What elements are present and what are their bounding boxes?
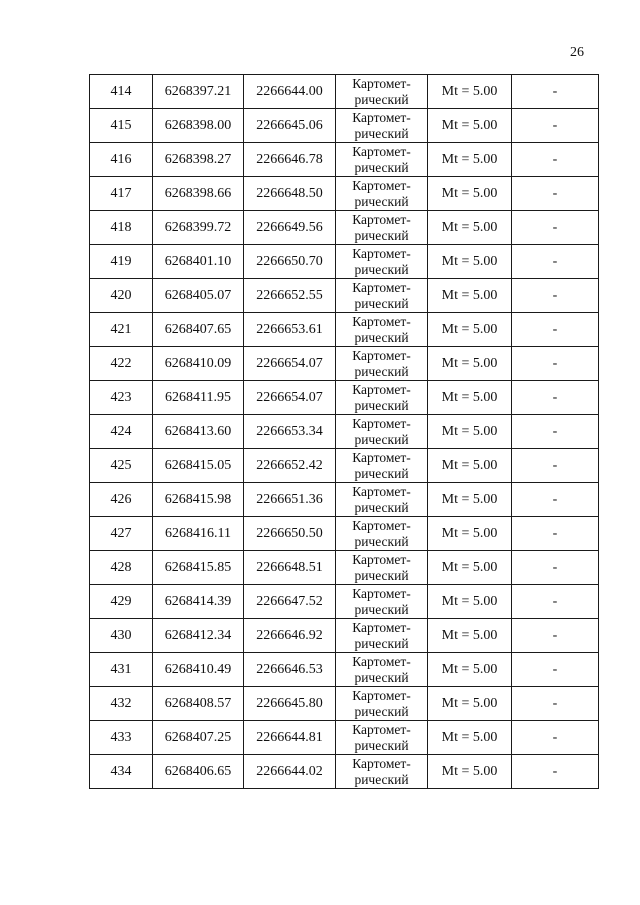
x-coordinate-cell: 6268410.09 <box>153 347 244 381</box>
y-coordinate-cell: 2266644.81 <box>244 721 336 755</box>
accuracy-cell: Mt = 5.00 <box>428 75 512 109</box>
method-line-1: Картомет- <box>352 177 411 193</box>
table-row <box>90 755 599 789</box>
method-cell <box>336 483 428 517</box>
y-coordinate-cell: 2266646.78 <box>244 143 336 177</box>
method-line-1: Картомет- <box>352 415 411 431</box>
point-number-cell: 427 <box>90 517 153 551</box>
point-number-cell: 420 <box>90 279 153 313</box>
point-number-cell: 428 <box>90 551 153 585</box>
x-coordinate-cell: 6268401.10 <box>153 245 244 279</box>
y-coordinate-cell: 2266648.51 <box>244 551 336 585</box>
y-coordinate-cell: 2266651.36 <box>244 483 336 517</box>
method-line-1: Картомет- <box>352 755 411 771</box>
method-line-1: Картомет- <box>352 687 411 703</box>
coordinates-table <box>89 74 599 789</box>
table-row <box>90 109 599 143</box>
point-number-cell: 418 <box>90 211 153 245</box>
y-coordinate-cell: 2266646.53 <box>244 653 336 687</box>
y-coordinate-cell: 2266647.52 <box>244 585 336 619</box>
accuracy-cell: Mt = 5.00 <box>428 449 512 483</box>
y-coordinate-cell: 2266645.80 <box>244 687 336 721</box>
method-line-2: рический <box>354 363 409 379</box>
method-line-2: рический <box>354 635 409 651</box>
x-coordinate-cell: 6268414.39 <box>153 585 244 619</box>
method-cell <box>336 755 428 789</box>
table-row <box>90 619 599 653</box>
point-number-cell: 416 <box>90 143 153 177</box>
table-row <box>90 449 599 483</box>
point-number-cell: 433 <box>90 721 153 755</box>
point-number-cell: 426 <box>90 483 153 517</box>
method-line-2: рический <box>354 329 409 345</box>
table-row <box>90 551 599 585</box>
method-line-2: рический <box>354 91 409 107</box>
accuracy-cell: Mt = 5.00 <box>428 755 512 789</box>
note-cell: - <box>512 653 599 687</box>
y-coordinate-cell: 2266648.50 <box>244 177 336 211</box>
table-row <box>90 143 599 177</box>
point-number-cell: 425 <box>90 449 153 483</box>
method-line-1: Картомет- <box>352 449 411 465</box>
point-number-cell: 419 <box>90 245 153 279</box>
method-cell <box>336 279 428 313</box>
x-coordinate-cell: 6268411.95 <box>153 381 244 415</box>
method-line-2: рический <box>354 125 409 141</box>
table-row <box>90 415 599 449</box>
method-cell <box>336 177 428 211</box>
method-cell <box>336 347 428 381</box>
table-row <box>90 279 599 313</box>
note-cell: - <box>512 347 599 381</box>
method-line-1: Картомет- <box>352 653 411 669</box>
method-line-1: Картомет- <box>352 551 411 567</box>
point-number-cell: 423 <box>90 381 153 415</box>
note-cell: - <box>512 619 599 653</box>
accuracy-cell: Mt = 5.00 <box>428 687 512 721</box>
x-coordinate-cell: 6268398.27 <box>153 143 244 177</box>
y-coordinate-cell: 2266645.06 <box>244 109 336 143</box>
table-row <box>90 177 599 211</box>
method-line-1: Картомет- <box>352 585 411 601</box>
method-line-2: рический <box>354 159 409 175</box>
method-line-1: Картомет- <box>352 347 411 363</box>
x-coordinate-cell: 6268407.65 <box>153 313 244 347</box>
method-cell <box>336 381 428 415</box>
point-number-cell: 434 <box>90 755 153 789</box>
x-coordinate-cell: 6268412.34 <box>153 619 244 653</box>
method-line-1: Картомет- <box>352 211 411 227</box>
method-cell <box>336 245 428 279</box>
method-cell <box>336 415 428 449</box>
method-cell <box>336 653 428 687</box>
method-cell <box>336 109 428 143</box>
table-row <box>90 245 599 279</box>
method-line-2: рический <box>354 567 409 583</box>
y-coordinate-cell: 2266649.56 <box>244 211 336 245</box>
x-coordinate-cell: 6268397.21 <box>153 75 244 109</box>
accuracy-cell: Mt = 5.00 <box>428 619 512 653</box>
point-number-cell: 430 <box>90 619 153 653</box>
point-number-cell: 417 <box>90 177 153 211</box>
method-line-2: рический <box>354 261 409 277</box>
x-coordinate-cell: 6268406.65 <box>153 755 244 789</box>
method-line-1: Картомет- <box>352 279 411 295</box>
method-cell <box>336 619 428 653</box>
method-cell <box>336 721 428 755</box>
method-line-1: Картомет- <box>352 313 411 329</box>
accuracy-cell: Mt = 5.00 <box>428 313 512 347</box>
y-coordinate-cell: 2266652.42 <box>244 449 336 483</box>
method-line-2: рический <box>354 465 409 481</box>
note-cell: - <box>512 415 599 449</box>
note-cell: - <box>512 177 599 211</box>
method-line-1: Картомет- <box>352 109 411 125</box>
note-cell: - <box>512 687 599 721</box>
accuracy-cell: Mt = 5.00 <box>428 517 512 551</box>
x-coordinate-cell: 6268408.57 <box>153 687 244 721</box>
method-line-2: рический <box>354 499 409 515</box>
x-coordinate-cell: 6268407.25 <box>153 721 244 755</box>
note-cell: - <box>512 143 599 177</box>
x-coordinate-cell: 6268399.72 <box>153 211 244 245</box>
x-coordinate-cell: 6268416.11 <box>153 517 244 551</box>
accuracy-cell: Mt = 5.00 <box>428 211 512 245</box>
note-cell: - <box>512 245 599 279</box>
point-number-cell: 432 <box>90 687 153 721</box>
y-coordinate-cell: 2266644.02 <box>244 755 336 789</box>
accuracy-cell: Mt = 5.00 <box>428 245 512 279</box>
table-row <box>90 517 599 551</box>
method-line-2: рический <box>354 295 409 311</box>
x-coordinate-cell: 6268398.66 <box>153 177 244 211</box>
table-row <box>90 347 599 381</box>
accuracy-cell: Mt = 5.00 <box>428 381 512 415</box>
note-cell: - <box>512 585 599 619</box>
x-coordinate-cell: 6268398.00 <box>153 109 244 143</box>
method-line-1: Картомет- <box>352 483 411 499</box>
note-cell: - <box>512 381 599 415</box>
method-line-1: Картомет- <box>352 721 411 737</box>
method-line-2: рический <box>354 737 409 753</box>
note-cell: - <box>512 109 599 143</box>
method-line-1: Картомет- <box>352 381 411 397</box>
table-row <box>90 653 599 687</box>
method-cell <box>336 551 428 585</box>
x-coordinate-cell: 6268405.07 <box>153 279 244 313</box>
accuracy-cell: Mt = 5.00 <box>428 585 512 619</box>
x-coordinate-cell: 6268415.98 <box>153 483 244 517</box>
y-coordinate-cell: 2266644.00 <box>244 75 336 109</box>
accuracy-cell: Mt = 5.00 <box>428 551 512 585</box>
x-coordinate-cell: 6268410.49 <box>153 653 244 687</box>
accuracy-cell: Mt = 5.00 <box>428 347 512 381</box>
table-row <box>90 721 599 755</box>
method-line-2: рический <box>354 397 409 413</box>
note-cell: - <box>512 211 599 245</box>
method-cell <box>336 143 428 177</box>
note-cell: - <box>512 755 599 789</box>
table-row <box>90 75 599 109</box>
note-cell: - <box>512 721 599 755</box>
y-coordinate-cell: 2266654.07 <box>244 347 336 381</box>
y-coordinate-cell: 2266646.92 <box>244 619 336 653</box>
method-line-2: рический <box>354 669 409 685</box>
accuracy-cell: Mt = 5.00 <box>428 721 512 755</box>
table-row <box>90 313 599 347</box>
accuracy-cell: Mt = 5.00 <box>428 415 512 449</box>
method-line-2: рический <box>354 227 409 243</box>
method-line-2: рический <box>354 703 409 719</box>
note-cell: - <box>512 483 599 517</box>
method-line-1: Картомет- <box>352 619 411 635</box>
table-row <box>90 687 599 721</box>
point-number-cell: 429 <box>90 585 153 619</box>
point-number-cell: 414 <box>90 75 153 109</box>
method-line-1: Картомет- <box>352 143 411 159</box>
accuracy-cell: Mt = 5.00 <box>428 653 512 687</box>
method-line-2: рический <box>354 193 409 209</box>
table-row <box>90 211 599 245</box>
point-number-cell: 421 <box>90 313 153 347</box>
point-number-cell: 415 <box>90 109 153 143</box>
method-line-2: рический <box>354 533 409 549</box>
method-line-2: рический <box>354 601 409 617</box>
table-row <box>90 381 599 415</box>
page-number: 26 <box>570 45 584 60</box>
y-coordinate-cell: 2266650.50 <box>244 517 336 551</box>
table-row <box>90 585 599 619</box>
note-cell: - <box>512 279 599 313</box>
method-cell <box>336 313 428 347</box>
y-coordinate-cell: 2266652.55 <box>244 279 336 313</box>
x-coordinate-cell: 6268413.60 <box>153 415 244 449</box>
x-coordinate-cell: 6268415.85 <box>153 551 244 585</box>
method-line-2: рический <box>354 771 409 787</box>
method-cell <box>336 585 428 619</box>
method-cell <box>336 517 428 551</box>
method-cell <box>336 449 428 483</box>
point-number-cell: 424 <box>90 415 153 449</box>
method-line-1: Картомет- <box>352 517 411 533</box>
y-coordinate-cell: 2266654.07 <box>244 381 336 415</box>
accuracy-cell: Mt = 5.00 <box>428 177 512 211</box>
note-cell: - <box>512 313 599 347</box>
method-line-1: Картомет- <box>352 245 411 261</box>
note-cell: - <box>512 75 599 109</box>
y-coordinate-cell: 2266650.70 <box>244 245 336 279</box>
accuracy-cell: Mt = 5.00 <box>428 143 512 177</box>
method-cell <box>336 211 428 245</box>
accuracy-cell: Mt = 5.00 <box>428 109 512 143</box>
y-coordinate-cell: 2266653.61 <box>244 313 336 347</box>
point-number-cell: 422 <box>90 347 153 381</box>
y-coordinate-cell: 2266653.34 <box>244 415 336 449</box>
method-cell <box>336 75 428 109</box>
method-line-1: Картомет- <box>352 75 411 91</box>
note-cell: - <box>512 449 599 483</box>
note-cell: - <box>512 551 599 585</box>
accuracy-cell: Mt = 5.00 <box>428 483 512 517</box>
point-number-cell: 431 <box>90 653 153 687</box>
method-cell <box>336 687 428 721</box>
x-coordinate-cell: 6268415.05 <box>153 449 244 483</box>
coordinates-table-body <box>90 75 599 789</box>
note-cell: - <box>512 517 599 551</box>
method-line-2: рический <box>354 431 409 447</box>
table-row <box>90 483 599 517</box>
accuracy-cell: Mt = 5.00 <box>428 279 512 313</box>
